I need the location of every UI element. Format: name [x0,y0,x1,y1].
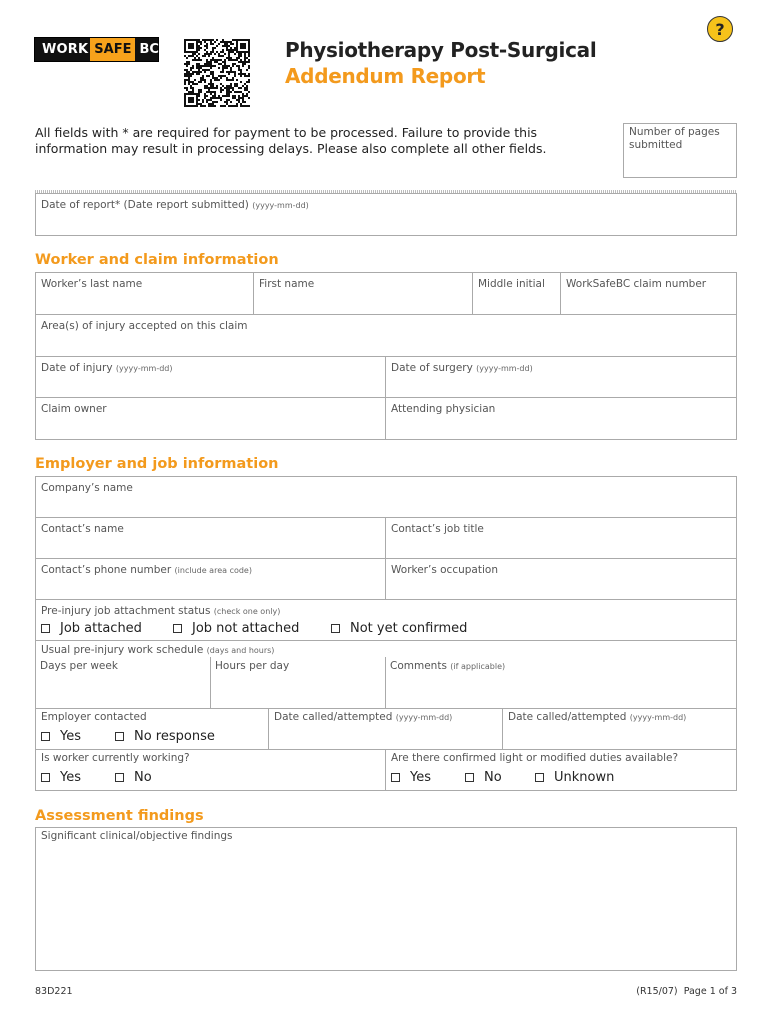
light-duties-label: Are there confirmed light or modified duties available? [391,752,679,764]
qr-code-image [184,39,250,107]
checkbox-icon [41,773,50,782]
duties-unknown-checkbox[interactable] [535,770,614,785]
comments-label: Comments [390,660,447,672]
clinical-findings-field[interactable] [35,827,737,971]
page-number: Page 1 of 3 [683,986,737,997]
date-of-injury-hint: (yyyy-mm-dd) [115,364,173,373]
claim-number-field[interactable] [560,272,737,315]
contact-job-title-field[interactable] [385,517,737,559]
company-name-field[interactable] [35,476,737,518]
contact-phone-field[interactable] [35,558,386,600]
contact-name-field[interactable] [35,517,386,559]
attending-physician-field[interactable] [385,397,737,440]
pages-submitted-field[interactable] [623,123,737,178]
no-response-checkbox[interactable] [115,729,215,744]
not-yet-confirmed-label: Not yet confirmed [350,621,468,636]
company-name-label: Company’s name [41,482,133,494]
contact-phone-hint: (include area code) [174,566,252,575]
contacted-yes-checkbox[interactable] [41,729,81,744]
contact-name-label: Contact’s name [41,523,124,535]
employer-contacted-label: Employer contacted [41,711,147,723]
light-duties-group [385,749,737,791]
help-question-icon[interactable]: ? [707,16,733,42]
worker-occupation-label: Worker’s occupation [391,564,498,576]
worker-last-name-label: Worker’s last name [41,278,143,290]
first-name-field[interactable] [253,272,473,315]
checkbox-icon [115,732,124,741]
date-called-2-hint: (yyyy-mm-dd) [629,713,687,722]
date-of-report-hint: (yyyy-mm-dd) [252,201,309,210]
job-attached-label: Job attached [60,621,142,636]
duties-yes-label: Yes [410,770,431,785]
claim-number-label: WorkSafeBC claim number [566,278,707,290]
claim-owner-field[interactable] [35,397,386,440]
date-called-1-label: Date called/attempted [274,711,393,723]
checkbox-icon [41,732,50,741]
form-title-line1: Physiotherapy Post-Surgical [285,38,597,62]
not-yet-confirmed-checkbox[interactable] [331,621,467,636]
date-of-surgery-field[interactable] [385,356,737,398]
duties-no-checkbox[interactable] [465,770,502,785]
form-number: 83D221 [35,986,73,997]
clinical-findings-label: Significant clinical/objective findings [41,830,233,842]
job-not-attached-checkbox[interactable] [173,621,299,636]
working-no-checkbox[interactable] [115,770,152,785]
areas-of-injury-field[interactable] [35,314,737,357]
logo-work-text: WORK [42,42,89,57]
claim-owner-label: Claim owner [41,403,107,415]
first-name-label: First name [259,278,315,290]
days-per-week-field[interactable] [35,657,211,709]
date-of-surgery-hint: (yyyy-mm-dd) [476,364,533,373]
worker-occupation-field[interactable] [385,558,737,600]
comments-hint: (if applicable) [450,662,506,671]
date-called-2-field[interactable] [502,708,737,750]
job-attached-checkbox[interactable] [41,621,142,636]
schedule-label: Usual pre-injury work schedule [41,644,204,656]
contact-phone-label: Contact’s phone number [41,564,172,576]
duties-unknown-label: Unknown [554,770,615,785]
areas-of-injury-label: Area(s) of injury accepted on this claim [41,320,248,332]
assessment-section-heading: Assessment findings [35,808,204,824]
duties-yes-checkbox[interactable] [391,770,431,785]
date-of-report-field[interactable] [35,193,737,236]
pre-injury-status-group [35,599,737,641]
working-no-label: No [134,770,152,785]
date-called-1-field[interactable] [268,708,503,750]
employer-section-heading: Employer and job information [35,456,279,472]
worksafebc-logo [34,37,159,62]
pages-submitted-label: Number of pages submitted [629,126,720,151]
date-called-2-label: Date called/attempted [508,711,627,723]
employer-contacted-group [35,708,269,750]
form-title-line2: Addendum Report [285,64,486,88]
pre-injury-status-hint: (check one only) [213,607,281,616]
working-yes-checkbox[interactable] [41,770,81,785]
currently-working-group [35,749,386,791]
hours-per-day-label: Hours per day [215,660,290,672]
middle-initial-field[interactable] [472,272,561,315]
schedule-hint: (days and hours) [206,646,275,655]
pre-injury-status-label: Pre-injury job attachment status [41,605,211,617]
revision-code: (R15/07) [636,986,678,997]
hours-per-day-field[interactable] [210,657,386,709]
contacted-yes-label: Yes [60,729,81,744]
no-response-label: No response [134,729,215,744]
currently-working-label: Is worker currently working? [41,752,190,764]
days-per-week-label: Days per week [40,660,118,672]
footer-revision-page [636,986,737,997]
date-of-surgery-label: Date of surgery [391,362,473,374]
required-fields-notice: All fields with * are required for payment to be processed. Failure to provide this information may result in processing delays. Please also complete all other fields. [35,125,547,156]
duties-no-label: No [484,770,502,785]
checkbox-icon [115,773,124,782]
attending-physician-label: Attending physician [391,403,496,415]
checkbox-icon [535,773,544,782]
checkbox-icon [173,624,182,633]
logo-safe-text: SAFE [90,38,135,61]
checkbox-icon [391,773,400,782]
job-not-attached-label: Job not attached [192,621,300,636]
date-of-injury-field[interactable] [35,356,386,398]
checkbox-icon [331,624,340,633]
comments-field[interactable] [385,657,737,709]
logo-bc-text: BC [139,42,159,57]
date-called-1-hint: (yyyy-mm-dd) [395,713,453,722]
checkbox-icon [41,624,50,633]
date-of-injury-label: Date of injury [41,362,113,374]
working-yes-label: Yes [60,770,81,785]
worker-section-heading: Worker and claim information [35,252,279,268]
contact-job-title-label: Contact’s job title [391,523,484,535]
middle-initial-label: Middle initial [478,278,545,290]
date-of-report-label: Date of report* (Date report submitted) [41,199,249,211]
worker-last-name-field[interactable] [35,272,254,315]
checkbox-icon [465,773,474,782]
